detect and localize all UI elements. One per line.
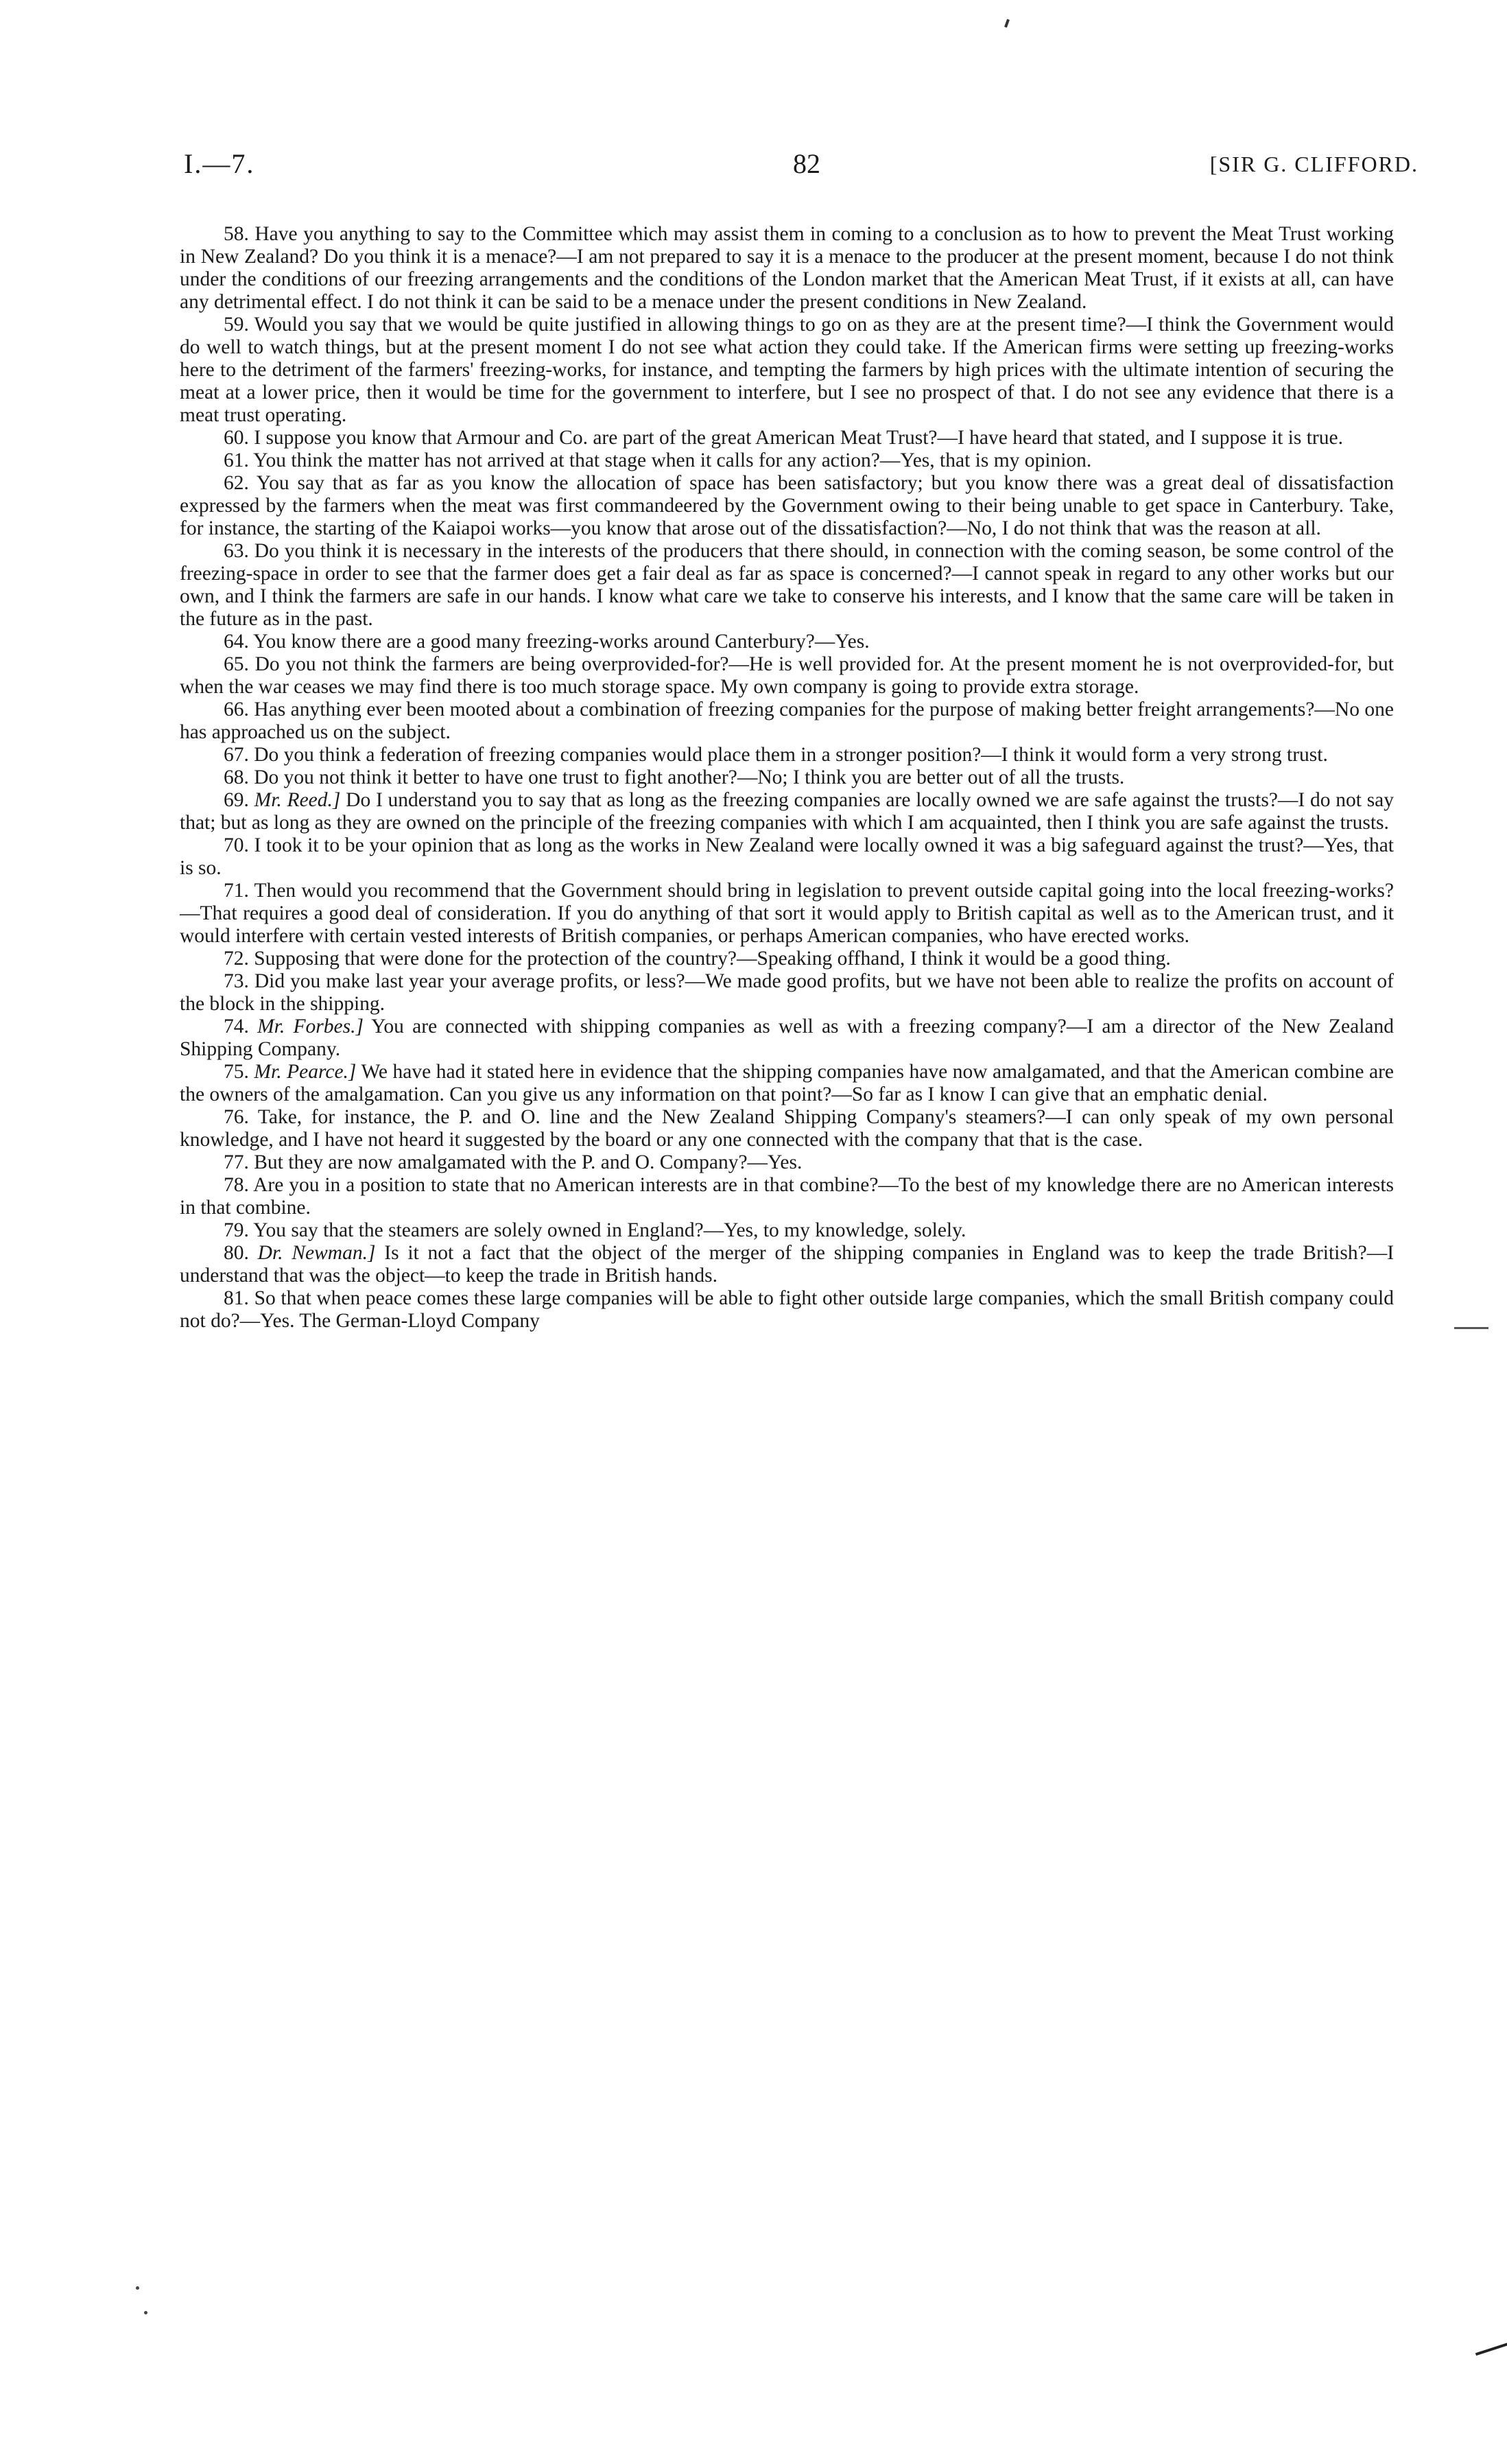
witness-name: [SIR G. CLIFFORD. [1209,152,1419,176]
question-paragraph [180,880,1394,948]
question-text: You know there are a good many freezing-works around Canterbury?—Yes. [253,631,870,653]
question-text: Take, for instance, the P. and O. line and the New Zealand Shipping Company's steamers?—I can only speak of my own personal knowledge, and I have not heard it suggested by the board or any one connected with the company that that is the case. [180,1106,1394,1151]
question-text: Would you say that we would be quite justified in allowing things to go on as they are at the present time?—I think the Government would do well to watch things, but at the present moment I do not see what action they could take. If the American firms were setting up freezing-works here to the detriment of the farmers' freezing-works, for instance, and tempting the farmers by high prices with the ultimate intention of securing the meat at a lower price, then it would be time for the government to interfere, but I see no prospect of that. I do not see any evidence that there is a meat trust operating. [180,314,1395,426]
question-text: Do you not think it better to have one trust to fight another?—No; I think you are better out of all the trusts. [254,766,1125,788]
question-text: Are you in a position to state that no American interests are in that combine?—To the best of my knowledge there are no American interests in that combine. [180,1174,1395,1219]
speaker-name: Mr. Pearce.] [254,1061,357,1083]
question-paragraph [180,427,1394,449]
question-paragraph [180,1287,1394,1333]
question-paragraph [180,1174,1394,1219]
question-text: You are connected with shipping companies as well as with a freezing company?—I am a director of the New Zealand Shipping Company. [180,1016,1394,1060]
question-paragraph [180,653,1394,699]
question-text: Do you think a federation of freezing companies would place them in a stronger position?—I think it would form a very strong trust. [254,744,1328,766]
question-paragraph [180,1219,1394,1242]
question-text: Did you make last year your average profits, or less?—We made good profits, but we have not been able to realize the profits on account of the block in the shipping. [180,970,1394,1015]
margin-stroke [1475,2340,1507,2356]
question-number: 65. [224,653,249,675]
question-paragraph [180,449,1394,472]
question-paragraph [180,1242,1394,1287]
question-number: 62. [224,472,249,494]
question-paragraph [180,1106,1394,1151]
question-number: 80. [224,1242,249,1264]
report-reference: I.—7. [184,148,255,179]
question-text: We have had it stated here in evidence that the shipping companies have now amalgamated, and that the American combine are the owners of the amalgamation. Can you give us any information on that point?—So far as I know I can give that an emphatic denial. [180,1061,1395,1105]
question-number: 78. [224,1174,249,1196]
question-number: 79. [224,1219,249,1241]
margin-rule [1454,1327,1488,1329]
question-paragraph [180,789,1394,834]
stray-mark [1004,19,1010,28]
question-text: So that when peace comes these large companies will be able to fight other outside large companies, which the small British company could not do?—Yes. The German-Lloyd Company [180,1287,1394,1332]
question-number: 66. [224,699,249,720]
question-number: 77. [224,1151,249,1173]
speaker-name: Mr. Reed.] [254,789,341,811]
question-text: Do I understand you to say that as long as the freezing companies are locally owned we are safe against the trusts?—I do not say that; but as long as they are owned on the principle of the freezing companies with which I am acquainted, then I think you are safe against the trusts. [180,789,1395,834]
question-text: Then would you recommend that the Government should bring in legislation to prevent outside capital going into the local freezing-works?—That requires a good deal of consideration. If you do anything of that sort it would apply to British capital as well as to the American trust, and it would interfere with certain vested interests of British companies, or perhaps American companies, who have erected works. [180,880,1394,947]
margin-dot [144,2311,147,2314]
question-number: 63. [224,540,249,562]
question-paragraph [180,744,1394,766]
question-paragraph [180,766,1394,789]
question-text: Have you anything to say to the Committee which may assist them in coming to a conclusion as to how to prevent the Meat Trust working in New Zealand? Do you think it is a menace?—I am not prepared to say it is a menace to the producer at the present moment, because I do not think under the conditions of our freezing arrangements and the conditions of the London market that the American Meat Trust, if it exists at all, can have any detrimental effect. I do not think it can be said to be a menace under the present conditions in New Zealand. [180,223,1394,313]
page-number: 82 [793,148,820,179]
question-number: 69. [224,789,249,811]
question-text: I suppose you know that Armour and Co. are part of the great American Meat Trust?—I have heard that stated, and I suppose it is true. [254,427,1343,449]
question-paragraph [180,472,1394,540]
question-number: 71. [224,880,249,902]
question-number: 75. [224,1061,249,1083]
speaker-name: Dr. Newman.] [257,1242,376,1264]
question-number: 68. [224,766,249,788]
speaker-name: Mr. Forbes.] [257,1016,364,1037]
question-text: But they are now amalgamated with the P. and O. Company?—Yes. [254,1151,803,1173]
question-text: You think the matter has not arrived at that stage when it calls for any action?—Yes, that is my opinion. [253,449,1092,471]
margin-dot [136,2286,139,2290]
question-number: 81. [224,1287,249,1309]
question-paragraph [180,631,1394,653]
question-number: 70. [224,834,249,856]
question-text: Do you think it is necessary in the interests of the producers that there should, in connection with the coming season, be some control of the freezing-space in order to see that the farmer does get a fair deal as far as space is concerned?—I cannot speak in regard to any other works but our own, and I think the farmers are safe in our hands. I know what care we take to conserve his interests, and I know that the same care will be taken in the future as in the past. [180,540,1394,630]
question-paragraph [180,223,1394,314]
question-number: 67. [224,744,249,766]
question-number: 72. [224,948,249,970]
question-paragraph [180,699,1394,744]
question-paragraph [180,314,1394,427]
question-text: I took it to be your opinion that as long as the works in New Zealand were locally owned it was a big safeguard against the trust?—Yes, that is so. [180,834,1394,879]
question-paragraph [180,540,1394,631]
question-text: You say that the steamers are solely owned in England?—Yes, to my knowledge, solely. [253,1219,966,1241]
question-number: 74. [224,1016,249,1037]
question-paragraph [180,834,1394,880]
question-text: Is it not a fact that the object of the merger of the shipping companies in England was to keep the trade British?—I understand that was the object—to keep the trade in British hands. [180,1242,1395,1287]
question-number: 59. [224,314,249,336]
question-paragraph [180,970,1394,1016]
question-text: Has anything ever been mooted about a combination of freezing companies for the purpose of making better freight arrangements?—No one has approached us on the subject. [180,699,1395,743]
question-text: Do you not think the farmers are being overprovided-for?—He is well provided for. At the present moment he is not overprovided-for, but when the war ceases we may find there is too much storage space. My own company is going to provide extra storage. [180,653,1395,698]
question-paragraph [180,1016,1394,1061]
question-paragraph [180,1151,1394,1174]
question-number: 64. [224,631,249,653]
question-number: 76. [224,1106,249,1128]
question-number: 58. [224,223,249,245]
question-number: 60. [224,427,249,449]
evidence-body [180,223,1394,1333]
question-number: 73. [224,970,249,992]
question-text: Supposing that were done for the protection of the country?—Speaking offhand, I think it would be a good thing. [254,948,1171,970]
question-text: You say that as far as you know the allocation of space has been satisfactory; but you know there was a great deal of dissatisfaction expressed by the farmers when the meat was first commandeered by the Government owing to their being unable to get space in Canterbury. Take, for instance, the starting of the Kaiapoi works—you know that arose out of the dissatisfaction?—No, I do not think that was the reason at all. [180,472,1395,539]
question-paragraph [180,948,1394,970]
question-number: 61. [224,449,249,471]
page-header [184,148,1419,196]
question-paragraph [180,1061,1394,1106]
